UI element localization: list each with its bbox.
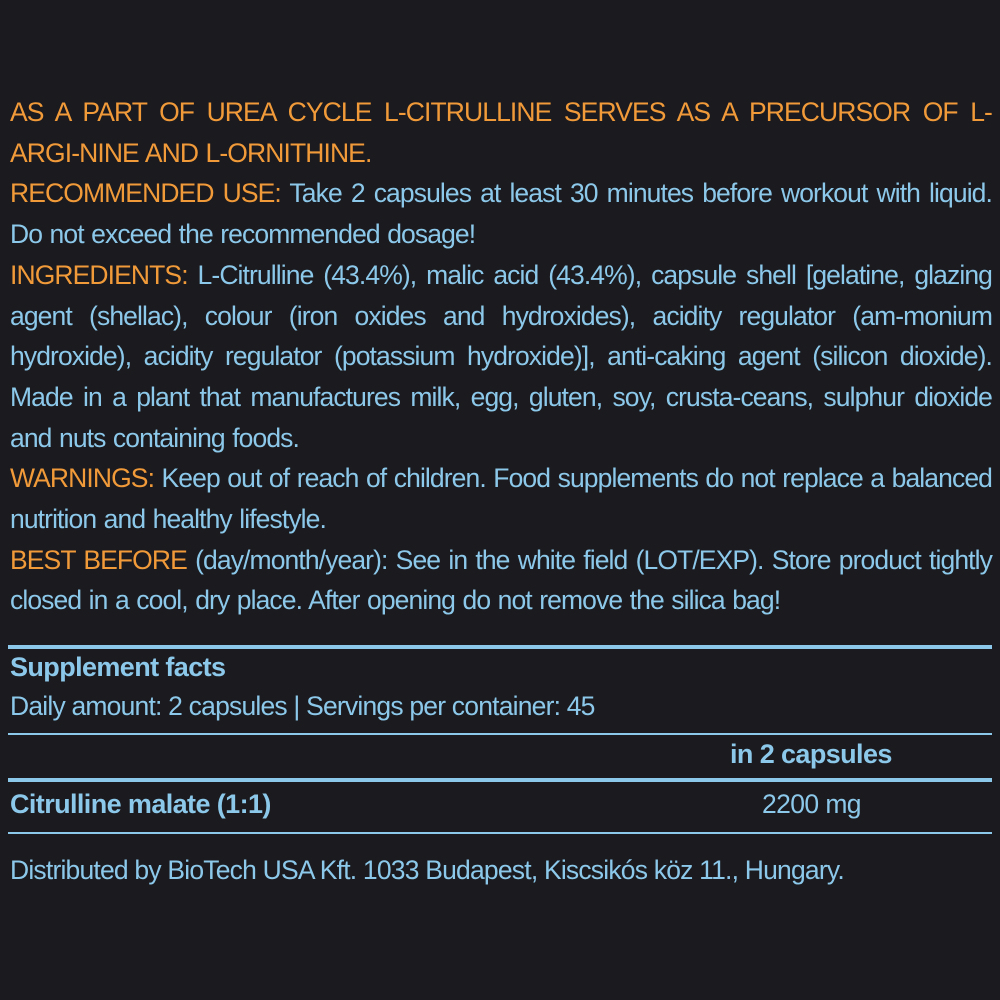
recommended-use-text: Take 2 capsules at least 30 minutes before workout with liquid. Do not exceed the recommended dosage!	[10, 178, 992, 250]
column-header-amount: in 2 capsules	[730, 739, 892, 769]
ingredient-name: Citrulline malate (1:1)	[10, 789, 271, 819]
supplement-facts-title: Supplement facts	[10, 652, 226, 682]
facts-row-divider	[8, 778, 992, 782]
best-before-heading: BEST BEFORE	[10, 544, 187, 575]
facts-top-divider	[8, 645, 992, 649]
ingredients-paragraph	[10, 255, 992, 459]
warnings-text: Keep out of reach of children. Food supplements do not replace a balanced nutrition and healthy lifestyle.	[10, 463, 992, 535]
warnings-heading: WARNINGS:	[10, 463, 155, 494]
recommended-use-heading: RECOMMENDED USE:	[10, 178, 281, 209]
label-text-block	[10, 92, 992, 621]
facts-header-divider	[8, 733, 992, 735]
distributor-text: Distributed by BioTech USA Kft. 1033 Budapest, Kiscsikós köz 11., Hungary.	[10, 855, 844, 885]
best-before-text: (day/month/year): See in the white field (LOT/EXP). Store product tightly closed in a cool, dry place. After opening do not remove the silica bag!	[10, 544, 992, 616]
warnings-paragraph	[10, 458, 992, 539]
ingredients-text: L-Citrulline (43.4%), malic acid (43.4%), capsule shell [gelatine, glazing agent (shellac), colour (iron oxides and hydroxides), acidity regulator (am-monium hydroxide), acidity regulator (potassium hydroxide)], anti-caking agent (silicon dioxide). Made in a plant that manufactures milk, egg, gluten, soy, crusta-ceans, sulphur dioxide and nuts containing foods.	[10, 259, 992, 453]
recommended-use-paragraph	[10, 173, 992, 254]
intro-paragraph: AS A PART OF UREA CYCLE L-CITRULLINE SERVES AS A PRECURSOR OF L-ARGI-NINE AND L-ORNITHINE.	[10, 97, 992, 168]
best-before-paragraph	[10, 540, 992, 621]
ingredient-amount: 2200 mg	[762, 789, 861, 819]
daily-amount-text: Daily amount: 2 capsules | Servings per container: 45	[10, 691, 595, 721]
ingredients-heading: INGREDIENTS:	[10, 259, 188, 290]
facts-bottom-divider	[8, 832, 992, 834]
